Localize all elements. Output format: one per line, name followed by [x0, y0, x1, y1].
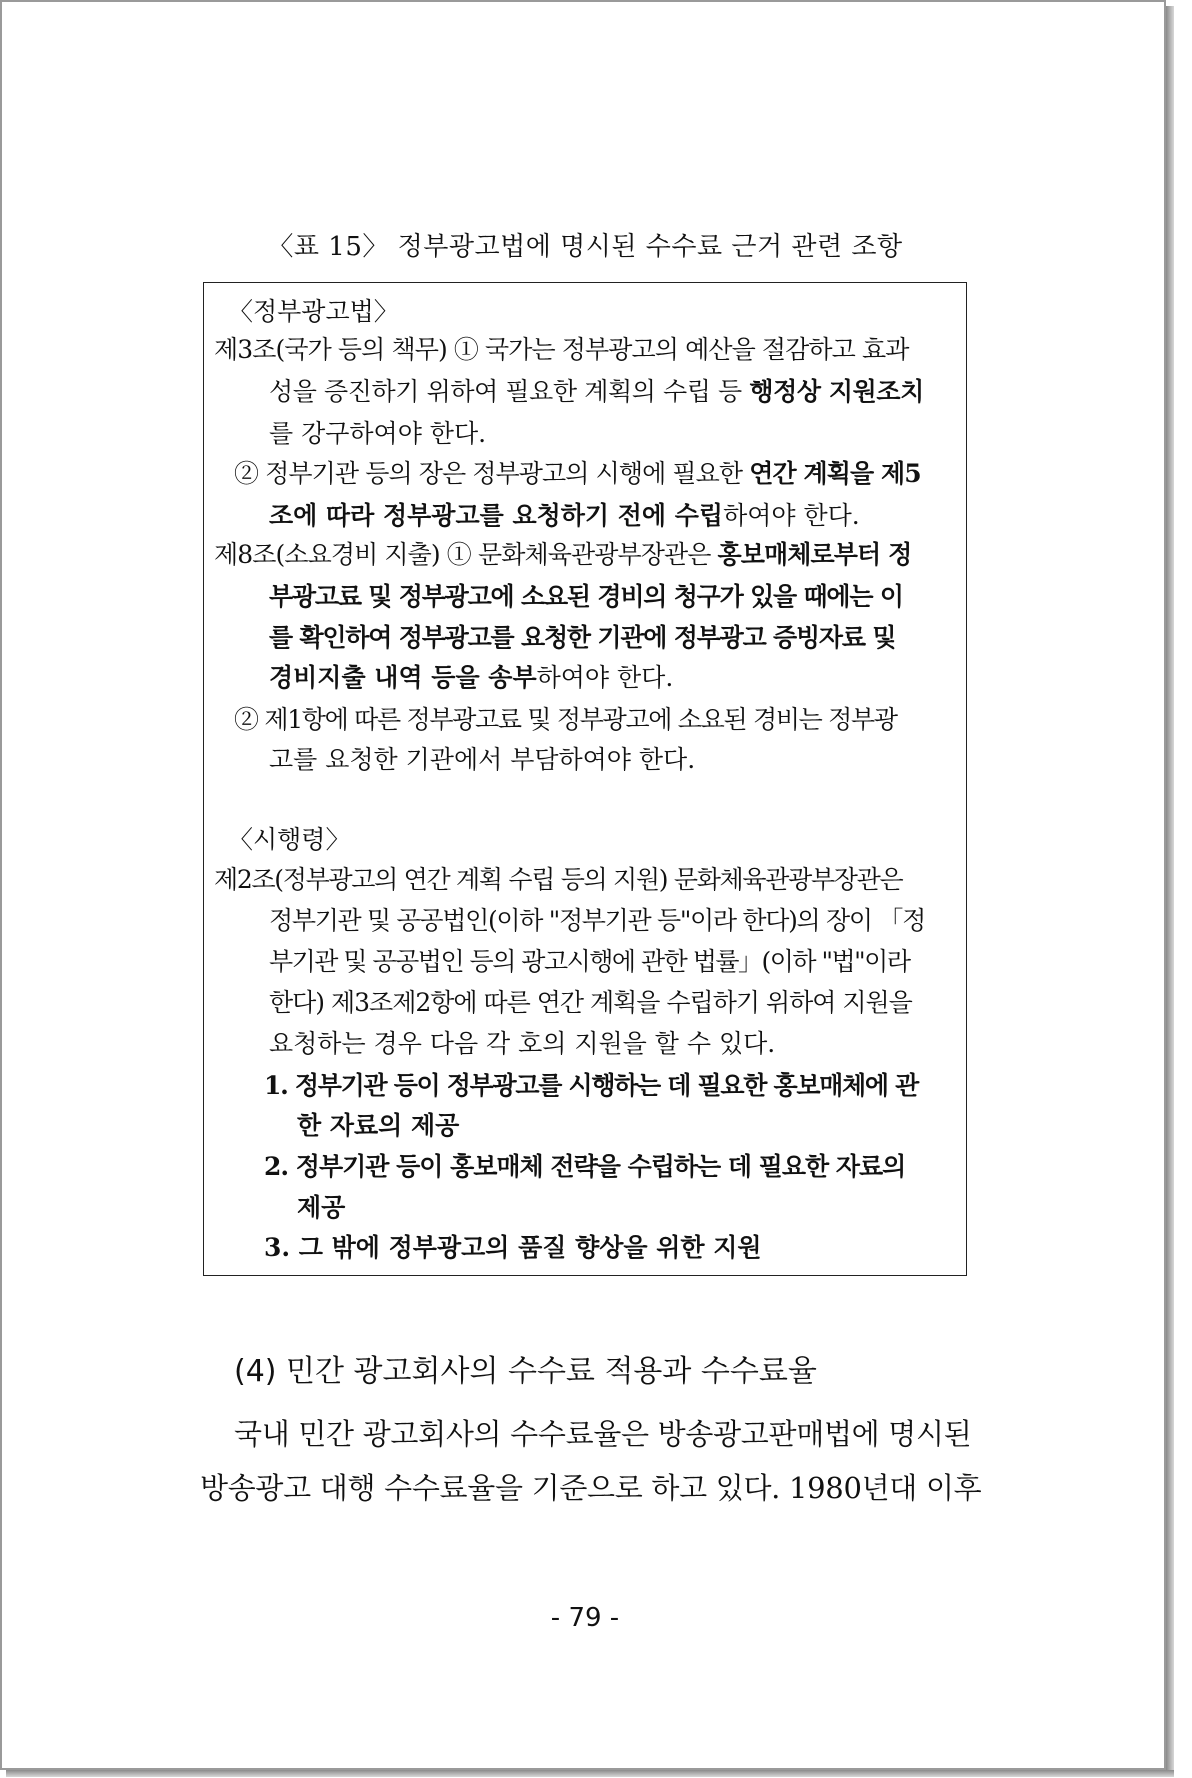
- decree-item-2-line-2: 제공: [297, 1193, 346, 1222]
- article-8-line-4: [269, 660, 673, 696]
- page-shadow-bottom: [6, 1770, 1174, 1777]
- text-span: 성을 증진하기 위하여 필요한 계획의 수립 등: [269, 377, 750, 406]
- body-paragraph-line-1: 국내 민간 광고회사의 수수료율은 방송광고판매법에 명시된: [234, 1417, 972, 1451]
- article-2-line-5: 요청하는 경우 다음 각 호의 지원을 할 수 있다.: [269, 1029, 776, 1058]
- bold-span: 홍보매체로부터 정: [717, 540, 912, 569]
- decree-item-2-line-1: 2. 정부기관 등이 홍보매체 전략을 수립하는 데 필요한 자료의: [264, 1152, 906, 1181]
- page-number: - 79 -: [550, 1603, 620, 1633]
- section-heading: (4) 민간 광고회사의 수수료 적용과 수수료율: [234, 1354, 817, 1389]
- bold-span: 조에 따라 정부광고를 요청하기 전에 수립: [269, 501, 724, 530]
- article-8-line-6: 고를 요청한 기관에서 부담하여야 한다.: [269, 745, 696, 774]
- article-8-line-1: [214, 537, 911, 573]
- article-8-line-2: 부광고료 및 정부광고에 소요된 경비의 청구가 있을 때에는 이: [269, 582, 903, 611]
- body-paragraph-line-2: 방송광고 대행 수수료율을 기준으로 하고 있다. 1980년대 이후: [200, 1471, 982, 1505]
- decree-item-3: 3. 그 밖에 정부광고의 품질 향상을 위한 지원: [264, 1233, 762, 1262]
- article-3-line-4: [234, 456, 921, 492]
- text-span: 제8조(소요경비 지출) ① 문화체육관광부장관은: [214, 540, 718, 569]
- article-8-line-5: ② 제1항에 따른 정부광고료 및 정부광고에 소요된 경비는 정부광: [234, 705, 897, 734]
- decree-item-1-line-2: 한 자료의 제공: [297, 1111, 460, 1140]
- text-span: ② 정부기관 등의 장은 정부광고의 시행에 필요한: [234, 459, 750, 488]
- text-span: 하여야 한다.: [536, 663, 674, 692]
- article-2-line-3: 부기관 및 공공법인 등의 광고시행에 관한 법률」(이하 "법"이라: [269, 947, 910, 976]
- text-span: 하여야 한다.: [723, 501, 860, 530]
- decree-item-1-line-1: 1. 정부기관 등이 정부광고를 시행하는 데 필요한 홍보매체에 관: [264, 1071, 918, 1100]
- article-2-line-2: 정부기관 및 공공법인(이하 "정부기관 등"이라 한다)의 장이 「정: [269, 906, 925, 935]
- bold-span: 행정상 지원조치: [749, 377, 924, 406]
- decree-title: 〈시행령〉: [228, 825, 351, 854]
- article-2-line-1: 제2조(정부광고의 연간 계획 수립 등의 지원) 문화체육관광부장관은: [214, 865, 903, 894]
- table-caption: 〈표 15〉 정부광고법에 명시된 수수료 근거 관련 조항: [267, 232, 903, 262]
- page-shadow-right: [1166, 6, 1174, 1776]
- article-8-line-3: 를 확인하여 정부광고를 요청한 기관에 정부광고 증빙자료 및: [269, 623, 896, 652]
- article-3-line-1: 제3조(국가 등의 책무) ① 국가는 정부광고의 예산을 절감하고 효과: [214, 335, 909, 364]
- bold-span: 연간 계획을 제5: [749, 459, 921, 488]
- article-3-line-5: [269, 498, 860, 534]
- article-3-line-2: [269, 374, 924, 410]
- article-2-line-4: 한다) 제3조제2항에 따른 연간 계획을 수립하기 위하여 지원을: [269, 988, 912, 1017]
- law-title: 〈정부광고법〉: [228, 297, 399, 326]
- article-3-line-3: 를 강구하여야 한다.: [269, 419, 487, 448]
- bold-span: 경비지출 내역 등을 송부: [269, 663, 537, 692]
